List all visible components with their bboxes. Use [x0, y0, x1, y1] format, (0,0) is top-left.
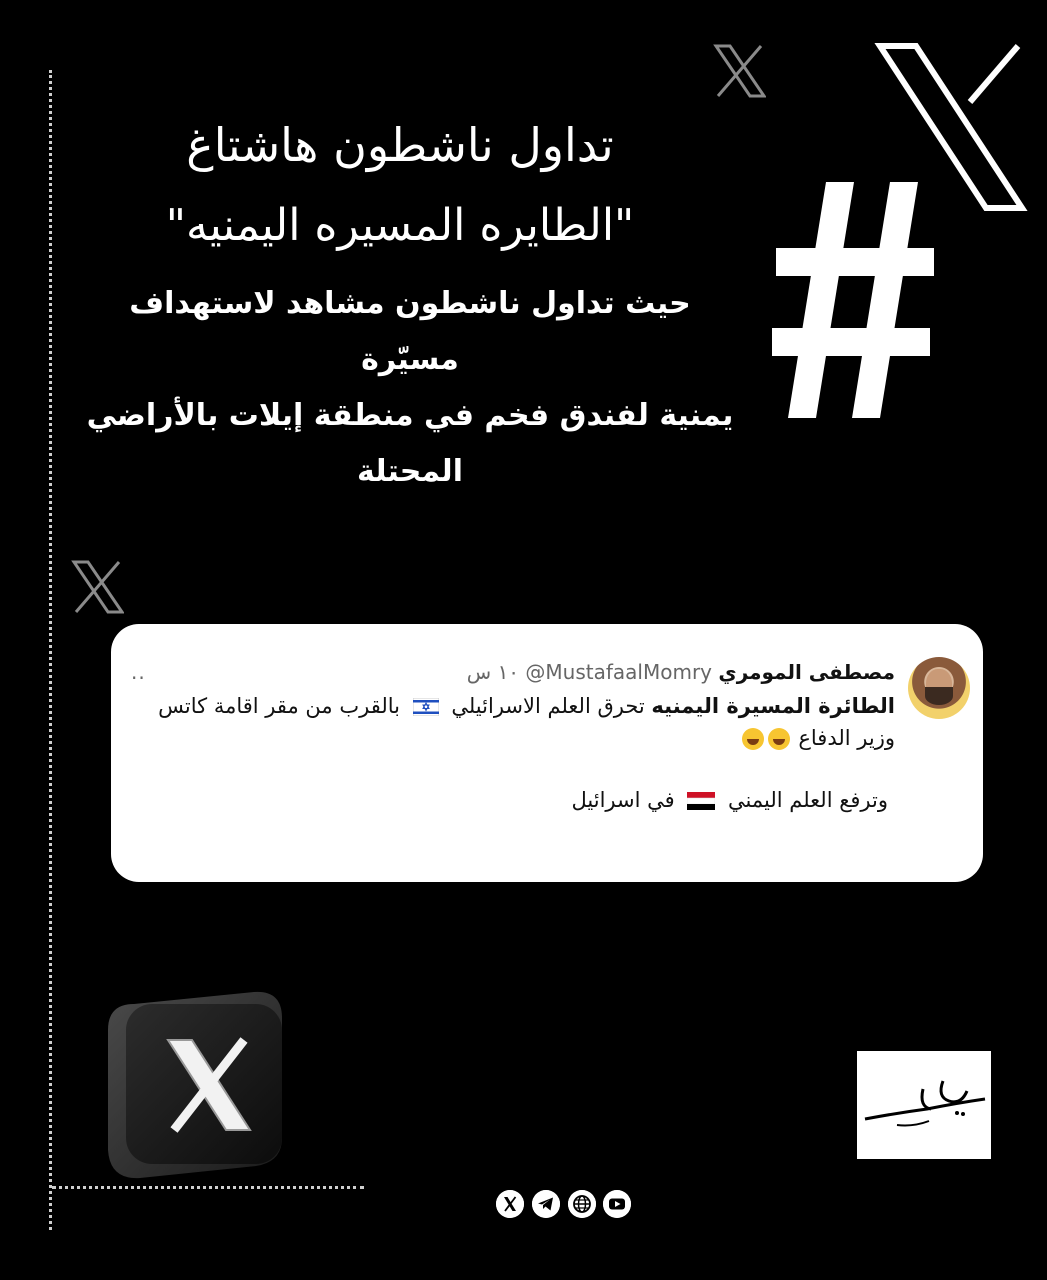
tweet-text-segment: تحرق العلم الاسرائيلي — [451, 694, 645, 718]
tweet-text-line-1 — [158, 694, 895, 718]
laughing-emoji-icon — [742, 728, 764, 750]
x-app-icon — [104, 990, 288, 1180]
body-text-line-1: حيث تداول ناشطون مشاهد لاستهداف مسيّرة — [129, 286, 691, 377]
tweet-author-name[interactable]: مصطفى المومري — [718, 660, 895, 684]
tweet-time[interactable]: ١٠ س — [466, 660, 520, 684]
laughing-emoji-icon — [768, 728, 790, 750]
x-logo-icon — [712, 44, 766, 98]
avatar[interactable] — [908, 657, 970, 719]
horizontal-dotted-line — [52, 1186, 364, 1189]
telegram-icon[interactable] — [532, 1190, 560, 1218]
headline-line-2: "الطايره المسيره اليمنيه" — [165, 200, 635, 251]
tweet-header — [467, 660, 895, 684]
body-text-line-3: المحتلة — [357, 454, 463, 489]
hashtag-icon — [772, 182, 936, 420]
tweet-text-segment: وزير الدفاع — [798, 726, 895, 750]
globe-icon[interactable] — [568, 1190, 596, 1218]
israel-flag-icon — [413, 698, 439, 716]
tweet-text-line-3 — [571, 788, 888, 812]
body-text-line-2: يمنية لفندق فخم في منطقة إيلات بالأراضي — [86, 398, 734, 433]
more-options-icon[interactable]: .. — [131, 660, 146, 684]
headline-line-1: تداول ناشطون هاشتاغ — [186, 118, 614, 172]
vertical-dotted-line — [49, 70, 52, 1230]
tweet-text-segment: في اسرائيل — [571, 788, 675, 812]
tweet-card[interactable] — [111, 624, 983, 882]
body-text — [80, 276, 740, 500]
youtube-icon[interactable] — [603, 1190, 631, 1218]
brand-logo — [857, 1051, 991, 1159]
tweet-text-line-2 — [740, 726, 895, 750]
yemen-flag-icon — [687, 792, 715, 810]
x-icon[interactable] — [496, 1190, 524, 1218]
tweet-text-segment: وترفع العلم اليمني — [728, 788, 888, 812]
tweet-handle[interactable]: @MustafaalMomry — [525, 660, 712, 684]
x-logo-icon — [70, 560, 124, 614]
tweet-hashtag-text[interactable]: الطائرة المسيرة اليمنيه — [651, 694, 895, 718]
tweet-text-segment: بالقرب من مقر اقامة كاتس — [158, 694, 400, 718]
